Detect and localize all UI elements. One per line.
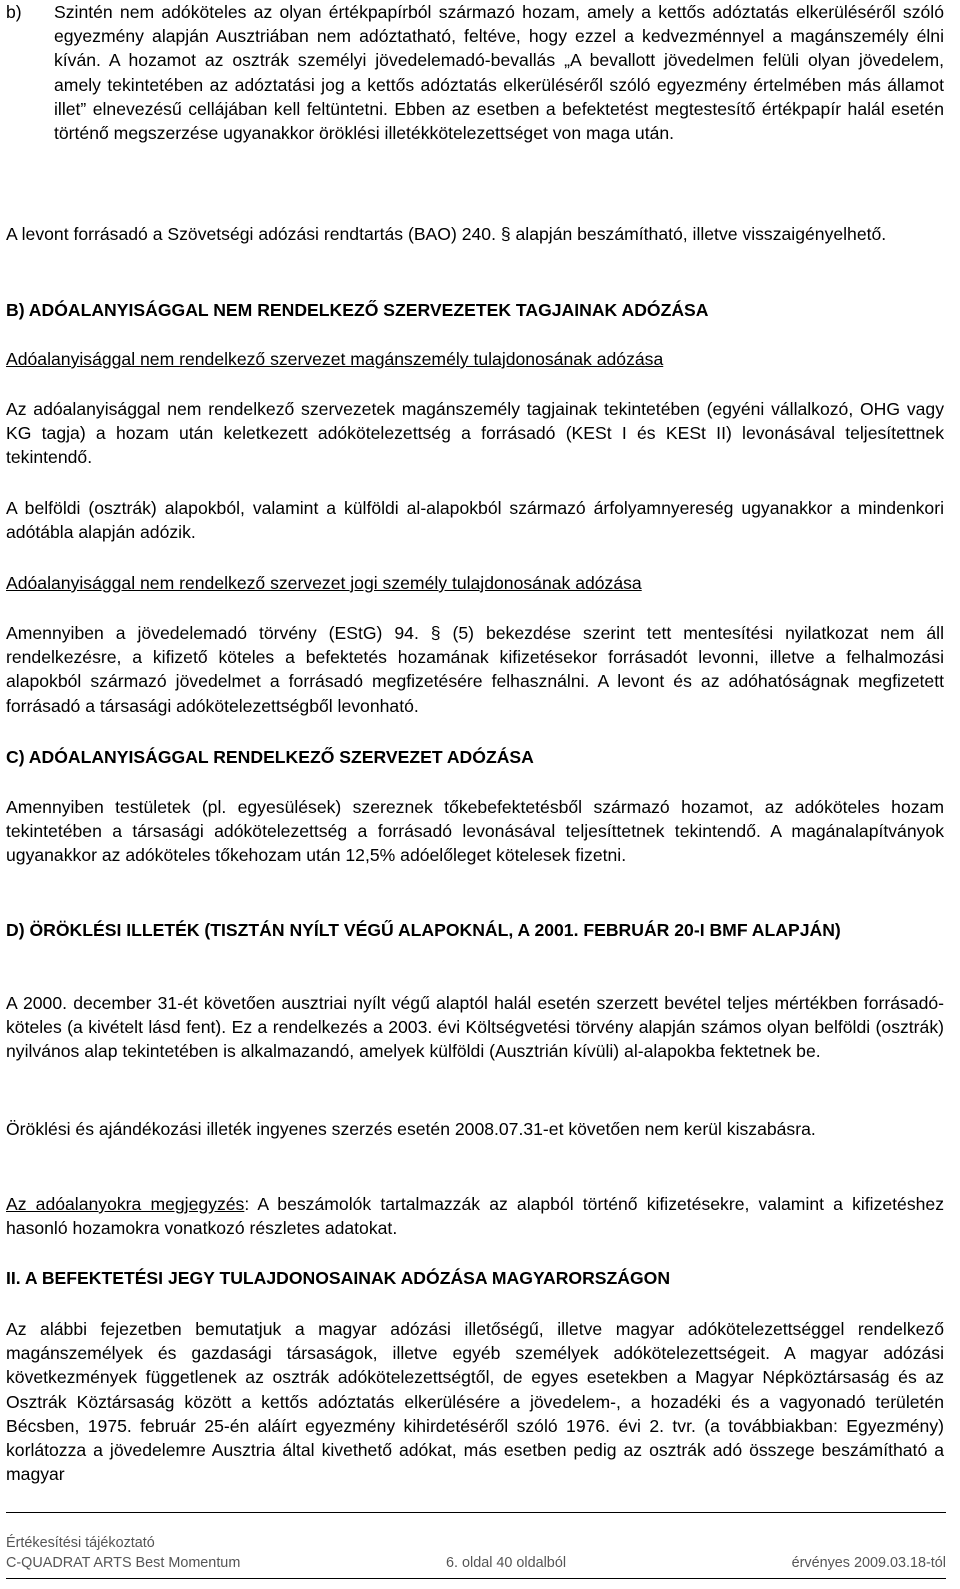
list-item-text: Szintén nem adóköteles az olyan értékpapírból származó hozam, amely a kettős adóztatás elkerüléséről szóló egyezmény alapján Ausztriában nem adóztatható, feltéve, hogy ezzel a kedvezménnyel a magánszemély élni kíván. A hozamot az osztrák személyi jövedelemadó-bevallás „A bevallott jövedelmen felüli olyan jövedelem, amely tekintetében az adóztatási jog a kettős adóztatás elkerüléséről szóló egyezmény értelmében más államot illet” elnevezésű cellájában kell feltüntetni. Ebben az esetben a befektetést megtestesítő értékpapír halál esetén történő megszerzése ugyanakkor öröklési illetékkötelezettséget von maga után. [54, 2, 944, 144]
paragraph-estg: Amennyiben a jövedelemadó törvény (EStG) 94. § (5) bekezdése szerint tett mentesítési nyilatkozat nem áll rendelkezésre, a kifizető köteles a befektetés hozamának kifizetésekor forrásadót levonni, illetve a felhalmozási alapokból származó jövedelmet a forrásadó megfizetésére felhasználni. A levont és az adóhatóságnak megfizetett forrásadó a társasági adókötelezettségből levonható. [6, 623, 944, 716]
paragraph-megjegyzes [6, 1192, 944, 1240]
footer-bottom-divider [6, 1578, 946, 1579]
footer-row-1 [6, 1534, 946, 1552]
megjegyzes-label: Az adóalanyokra megjegyzés [6, 1194, 245, 1214]
heading-section-c: C) ADÓALANYISÁGGAL RENDELKEZŐ SZERVEZET ADÓZÁSA [6, 747, 534, 767]
footer-page-number: 6. oldal 40 oldalból [446, 1555, 567, 1571]
heading-section-d: D) ÖRÖKLÉSI ILLETÉK (TISZTÁN NYÍLT VÉGŰ ALAPOKNÁL, A 2001. FEBRUÁR 20-I BMF ALAPJÁN) [6, 920, 841, 940]
footer-row-2 [6, 1554, 946, 1572]
paragraph-levont: A levont forrásadó a Szövetségi adózási rendtartás (BAO) 240. § alapján beszámítható, illetve visszaigényelhető. [6, 224, 887, 244]
subheading-maganszemely: Adóalanyisággal nem rendelkező szervezet magánszemély tulajdonosának adózása [6, 349, 664, 369]
paragraph-orokles: Öröklési és ajándékozási illeték ingyenes szerzés esetén 2008.07.31-et követően nem kerül kiszabásra. [6, 1119, 816, 1139]
footer-divider [6, 1512, 946, 1513]
page-footer [6, 1512, 946, 1589]
paragraph-belfoldi: A belföldi (osztrák) alapokból, valamint a külföldi al-alapokból származó árfolyamnyereség ugyanakkor a mindenkori adótábla alapján adózik. [6, 498, 944, 543]
paragraph-alabbi: Az alábbi fejezetben bemutatjuk a magyar adózási illetőségű, illetve magyar adókötelezettséggel rendelkező magánszemélyek és gazdasági társaságok, illetve egyéb személyek adókötelezettségeit. A magyar adózási következmények függetlenek az osztrák adókötelezettségtől, de egyes esetekben a Magyar Népköztársaság és az Osztrák Köztársaság között a kettős adóztatás elkerülésére a jövedelem-, a hozadéki és a vagyonadó területén Bécsben, 1975. február 25-én aláírt egyezmény kihirdetéséről szóló 1976. évi 2. tvr. (a továbbiakban: Egyezmény) korlátozza a jövedelemre Ausztria által kivethető adókat, más esetben pedig az osztrák adó összege beszámítható a magyar [6, 1319, 944, 1485]
footer-doc-title: Értékesítési tájékoztató [6, 1535, 155, 1551]
heading-section-b: B) ADÓALANYISÁGGAL NEM RENDELKEZŐ SZERVEZETEK TAGJAINAK ADÓZÁSA [6, 300, 709, 320]
list-item-b [6, 0, 944, 145]
paragraph-2000: A 2000. december 31-ét követően ausztriai nyílt végű alaptól halál esetén szerzett bevétel teljes mértékben forrásadó-köteles (a kivételt lásd fent). Ez a rendelkezés a 2003. évi Költségvetési törvény alapján számos olyan belföldi (osztrák) nyilvános alap tekintetében is alkalmazandó, amelyek külföldi (Ausztrián kívüli) al-alapokba fektetnek be. [6, 993, 944, 1062]
footer-fund-name: C-QUADRAT ARTS Best Momentum [6, 1555, 241, 1571]
paragraph-adoalany: Az adóalanyisággal nem rendelkező szervezetek magánszemély tagjainak tekintetében (egyéni vállalkozó, OHG vagy KG tagja) a hozam után keletkezett adókötelezettség a forrásadó (KESt I és KESt II) levonásával teljesítettnek tekintendő. [6, 399, 944, 468]
megjegyzes-text: : A beszámolók tartalmazzák az alapból történő kifizetésekre, valamint a kifizetéshez hasonló hozamokra vonatkozó részletes adatokat. [6, 1194, 945, 1239]
subheading-jogi-szemely: Adóalanyisággal nem rendelkező szervezet jogi személy tulajdonosának adózása [6, 573, 642, 593]
heading-section-ii: II. A BEFEKTETÉSI JEGY TULAJDONOSAINAK ADÓZÁSA MAGYARORSZÁGON [6, 1268, 671, 1288]
paragraph-testuletek: Amennyiben testületek (pl. egyesülések) szereznek tőkebefektetésből származó hozamot, az adóköteles hozam tekintetében a társasági adókötelezettség a forrásadó levonásával teljesíttetnek tekintendő. A magánalapítványok ugyanakkor az adóköteles tőkehozam után 12,5% adóelőleget kötelesek fizetni. [6, 797, 944, 866]
list-item-label: b) [6, 2, 22, 22]
footer-validity: érvényes 2009.03.18-tól [791, 1555, 946, 1571]
